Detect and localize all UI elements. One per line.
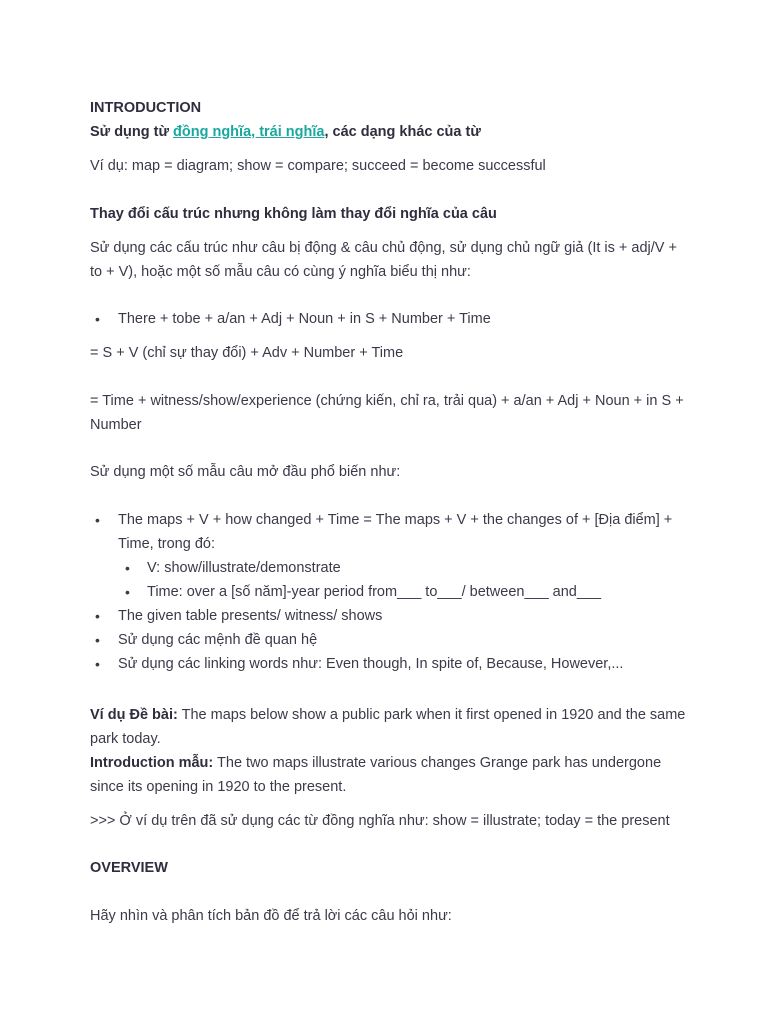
sub-list-item: • Time: over a [số năm]-year period from___ to___/ between___ and___ bbox=[118, 580, 690, 604]
list-item bbox=[90, 508, 690, 604]
list-item: • Sử dụng các linking words như: Even though, In spite of, Because, However,... bbox=[90, 652, 690, 676]
sample-text: The two maps illustrate various changes Grange park has undergone since its opening in 1920 to the present. bbox=[90, 755, 662, 795]
synonym-example: Ví dụ: map = diagram; show = compare; succeed = become successful bbox=[90, 158, 546, 174]
structure-heading: Thay đổi cấu trúc nhưng không làm thay đổi nghĩa của câu bbox=[90, 206, 497, 222]
list-item-text: The maps + V + how changed + Time = The maps + V + the changes of + [Địa điểm] + Time, trong đó: bbox=[118, 512, 673, 552]
sub-list bbox=[118, 556, 690, 604]
equation-line-1: = S + V (chỉ sự thay đổi) + Adv + Number + Time bbox=[90, 345, 404, 361]
synonym-note: >>> Ở ví dụ trên đã sử dụng các từ đồng nghĩa như: show = illustrate; today = the present bbox=[90, 813, 670, 829]
structure-list bbox=[90, 307, 690, 331]
synonym-line bbox=[90, 120, 690, 144]
intro-heading: INTRODUCTION bbox=[90, 100, 202, 116]
opening-paragraph: Sử dụng một số mẫu câu mở đầu phổ biến như: bbox=[90, 464, 401, 480]
example-label: Ví dụ Đề bài: bbox=[90, 707, 178, 723]
sample-label: Introduction mẫu: bbox=[90, 755, 214, 771]
structure-paragraph: Sử dụng các cấu trúc như câu bị động & câu chủ động, sử dụng chủ ngữ giả (It is + adj/V + to + V), hoặc một số mẫu câu có cùng ý nghĩa biểu thị như: bbox=[90, 240, 677, 280]
example-prompt bbox=[90, 703, 690, 751]
equation-line-2: = Time + witness/show/experience (chứng kiến, chỉ ra, trải qua) + a/an + Adj + Noun + in S + Number bbox=[90, 393, 684, 433]
synonym-line-suffix: , các dạng khác của từ bbox=[324, 124, 481, 140]
synonym-line-prefix: Sử dụng từ bbox=[90, 124, 174, 140]
example-text: The maps below show a public park when it first opened in 1920 and the same park today. bbox=[90, 707, 686, 747]
list-item: • The given table presents/ witness/ shows bbox=[90, 604, 690, 628]
list-item: • Sử dụng các mệnh đề quan hệ bbox=[90, 628, 690, 652]
overview-paragraph: Hãy nhìn và phân tích bản đồ để trả lời các câu hỏi như: bbox=[90, 908, 452, 924]
opening-list bbox=[90, 508, 690, 676]
overview-heading: OVERVIEW bbox=[90, 860, 168, 876]
list-item: • There + tobe + a/an + Adj + Noun + in S + Number + Time bbox=[90, 307, 690, 331]
sub-list-item: • V: show/illustrate/demonstrate bbox=[118, 556, 690, 580]
synonym-link[interactable]: đồng nghĩa, trái nghĩa bbox=[173, 124, 325, 140]
sample-introduction bbox=[90, 751, 690, 799]
